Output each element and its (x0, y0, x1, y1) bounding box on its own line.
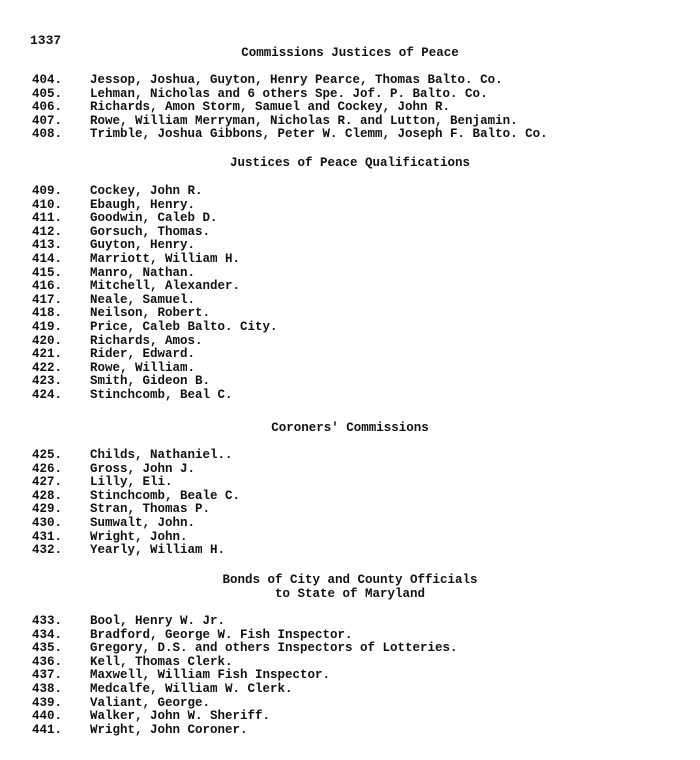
entry-number: 410. (32, 197, 63, 212)
entry-number: 433. (32, 614, 63, 628)
list-item (0, 503, 700, 517)
section-justices-qualifications (0, 156, 700, 403)
list-item (0, 389, 700, 403)
list-item (0, 697, 700, 711)
entry-number: 406. (32, 100, 63, 115)
entry-number: 428. (32, 488, 63, 503)
list-item (0, 226, 700, 240)
list-item (0, 199, 700, 213)
entry-text: Medcalfe, William W. Clerk. (90, 681, 293, 696)
heading-line: Coroners' Commissions (271, 421, 429, 435)
section-heading (0, 46, 700, 60)
list-item (0, 517, 700, 531)
entry-number: 440. (32, 709, 63, 724)
entry-number: 439. (32, 695, 63, 710)
list-item (0, 212, 700, 226)
entry-number: 434. (32, 627, 63, 642)
section-heading (0, 156, 700, 170)
entry-text: Gross, John J. (90, 461, 196, 476)
entry-list (0, 74, 700, 142)
entry-number: 437. (32, 668, 63, 683)
section-commissions-justices (0, 46, 700, 142)
list-item (0, 101, 700, 115)
entry-text: Bool, Henry W. Jr. (90, 614, 226, 628)
entry-number: 436. (32, 654, 63, 669)
entry-number: 411. (32, 211, 63, 226)
entry-text: Richards, Amon Storm, Samuel and Cockey, John R. (90, 100, 451, 115)
entry-text: Stinchcomb, Beale C. (90, 488, 241, 503)
entry-number: 430. (32, 515, 63, 530)
entry-text: Childs, Nathaniel.. (90, 448, 233, 462)
entry-list (0, 615, 700, 737)
entry-number: 404. (32, 73, 63, 87)
entry-text: Mitchell, Alexander. (90, 279, 241, 294)
entry-number: 441. (32, 722, 63, 737)
list-item (0, 476, 700, 490)
entry-text: Stran, Thomas P. (90, 502, 211, 517)
entry-list (0, 449, 700, 558)
entry-text: Walker, John W. Sheriff. (90, 709, 271, 724)
entry-number: 429. (32, 502, 63, 517)
list-item (0, 724, 700, 738)
section-heading (0, 421, 700, 435)
heading-line: Justices of Peace Qualifications (229, 156, 471, 170)
entry-text: Wright, John Coroner. (90, 722, 248, 737)
list-item (0, 280, 700, 294)
heading-line: Bonds of City and County Officials (222, 573, 478, 587)
entry-number: 423. (32, 374, 63, 389)
entry-text: Maxwell, William Fish Inspector. (90, 668, 331, 683)
entry-text: Price, Caleb Balto. City. (90, 319, 278, 334)
section-coroners-commissions (0, 421, 700, 558)
list-item (0, 463, 700, 477)
list-item (0, 74, 700, 88)
list-item (0, 185, 700, 199)
list-item (0, 88, 700, 102)
entry-number: 418. (32, 306, 63, 321)
list-item (0, 239, 700, 253)
entry-text: Gorsuch, Thomas. (90, 224, 211, 239)
entry-number: 408. (32, 127, 63, 142)
entry-text: Smith, Gideon B. (90, 374, 211, 389)
entry-number: 409. (32, 184, 63, 198)
entry-number: 426. (32, 461, 63, 476)
list-item (0, 128, 700, 142)
entry-number: 421. (32, 347, 63, 362)
list-item (0, 629, 700, 643)
entry-number: 438. (32, 681, 63, 696)
entry-list (0, 185, 700, 403)
entry-number: 417. (32, 292, 63, 307)
section-heading (0, 573, 700, 601)
entry-number: 431. (32, 529, 63, 544)
entry-number: 420. (32, 333, 63, 348)
entry-text: Gregory, D.S. and others Inspectors of Lotteries. (90, 641, 458, 656)
entry-text: Manro, Nathan. (90, 265, 196, 280)
entry-text: Marriott, William H. (90, 251, 241, 266)
list-item (0, 115, 700, 129)
heading-line: Commissions Justices of Peace (241, 46, 459, 60)
section-bonds-officials (0, 573, 700, 737)
entry-number: 425. (32, 448, 63, 462)
entry-text: Rowe, William. (90, 360, 196, 375)
entry-text: Rowe, William Merryman, Nicholas R. and Lutton, Benjamin. (90, 113, 518, 128)
entry-number: 422. (32, 360, 63, 375)
list-item (0, 531, 700, 545)
entry-number: 407. (32, 113, 63, 128)
list-item (0, 375, 700, 389)
entry-text: Cockey, John R. (90, 184, 203, 198)
list-item (0, 294, 700, 308)
entry-number: 412. (32, 224, 63, 239)
list-item (0, 348, 700, 362)
entry-number: 416. (32, 279, 63, 294)
entry-number: 432. (32, 543, 63, 558)
page-number: 1337 (30, 33, 62, 48)
list-item (0, 253, 700, 267)
entry-number: 415. (32, 265, 63, 280)
entry-number: 427. (32, 475, 63, 490)
list-item (0, 710, 700, 724)
entry-number: 413. (32, 238, 63, 253)
entry-text: Stinchcomb, Beal C. (90, 387, 233, 402)
list-item (0, 669, 700, 683)
entry-text: Wright, John. (90, 529, 188, 544)
entry-number: 405. (32, 86, 63, 101)
entry-text: Ebaugh, Henry. (90, 197, 196, 212)
list-item (0, 490, 700, 504)
list-item (0, 362, 700, 376)
entry-text: Valiant, George. (90, 695, 211, 710)
entry-text: Lilly, Eli. (90, 475, 173, 490)
entry-number: 424. (32, 387, 63, 402)
entry-text: Kell, Thomas Clerk. (90, 654, 233, 669)
list-item (0, 335, 700, 349)
list-item (0, 321, 700, 335)
entry-text: Sumwalt, John. (90, 515, 196, 530)
heading-line: to State of Maryland (274, 587, 426, 601)
list-item (0, 683, 700, 697)
entry-number: 435. (32, 641, 63, 656)
entry-text: Trimble, Joshua Gibbons, Peter W. Clemm, Joseph F. Balto. Co. (90, 127, 548, 142)
entry-text: Goodwin, Caleb D. (90, 211, 218, 226)
list-item (0, 307, 700, 321)
entry-number: 419. (32, 319, 63, 334)
entry-text: Lehman, Nicholas and 6 others Spe. Jof. P. Balto. Co. (90, 86, 488, 101)
list-item (0, 615, 700, 629)
entry-text: Neale, Samuel. (90, 292, 196, 307)
list-item (0, 656, 700, 670)
entry-text: Bradford, George W. Fish Inspector. (90, 627, 353, 642)
list-item (0, 642, 700, 656)
entry-text: Richards, Amos. (90, 333, 203, 348)
entry-text: Yearly, William H. (90, 543, 226, 558)
entry-text: Rider, Edward. (90, 347, 196, 362)
entry-text: Jessop, Joshua, Guyton, Henry Pearce, Thomas Balto. Co. (90, 73, 503, 87)
entry-text: Guyton, Henry. (90, 238, 196, 253)
entry-text: Neilson, Robert. (90, 306, 211, 321)
list-item (0, 267, 700, 281)
list-item (0, 544, 700, 558)
list-item (0, 449, 700, 463)
entry-number: 414. (32, 251, 63, 266)
